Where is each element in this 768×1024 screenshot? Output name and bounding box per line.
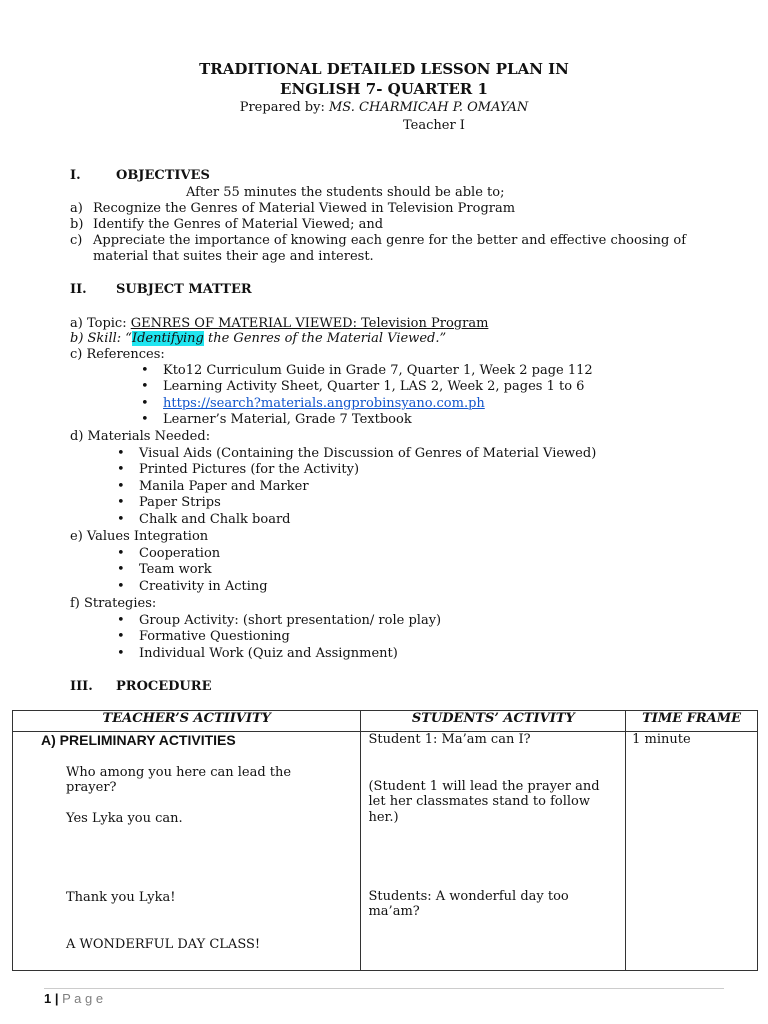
value-item: • Cooperation (139, 546, 220, 561)
title-line-1: TRADITIONAL DETAILED LESSON PLAN IN (199, 60, 569, 78)
table-row (13, 732, 758, 971)
title-line-2: ENGLISH 7- QUARTER 1 (280, 80, 488, 98)
table-header-row (13, 711, 758, 732)
subject-matter-heading: SUBJECT MATTER (116, 282, 252, 297)
objectives-intro: After 55 minutes the students should be able to; (186, 185, 505, 200)
student-line: let her classmates stand to follow (368, 794, 590, 809)
reference-item (163, 396, 485, 411)
prepared-label: Prepared by: (239, 100, 329, 115)
page-number: 1 (44, 991, 52, 1006)
teacher-line: A WONDERFUL DAY CLASS! (66, 937, 261, 952)
strategy-item: • Group Activity: (short presentation/ role play) (139, 613, 441, 628)
objective-text: Appreciate the importance of knowing each genre for the better and effective choosing of (93, 233, 687, 248)
skill-rest: the Genres of the Material Viewed.” (203, 331, 447, 346)
time-cell (626, 732, 758, 971)
procedure-table (12, 710, 758, 971)
reference-item: • Learning Activity Sheet, Quarter 1, LAS 2, Week 2, pages 1 to 6 (163, 379, 584, 394)
material-item: • Visual Aids (Containing the Discussion of Genres of Material Viewed) (139, 446, 596, 461)
time-frame-value: 1 minute (632, 732, 691, 747)
preliminary-activities-heading: A) PRELIMINARY ACTIVITIES (41, 732, 236, 748)
objective-text: material that suites their age and interest. (93, 249, 374, 264)
student-line: Student 1: Ma’am can I? (368, 732, 531, 747)
procedure-heading: PROCEDURE (116, 679, 212, 694)
material-item: • Manila Paper and Marker (139, 479, 309, 494)
student-line: her.) (368, 810, 399, 825)
objective-marker: b) (70, 217, 84, 232)
prepared-by (0, 100, 768, 115)
skill-open-quote: “ (125, 331, 132, 346)
objectives-heading: OBJECTIVES (116, 168, 210, 183)
skill-label: b) Skill: (70, 331, 126, 346)
student-line: (Student 1 will lead the prayer and (368, 779, 600, 794)
student-line: ma’am? (368, 904, 420, 919)
student-line: Students: A wonderful day too (368, 889, 569, 904)
skill-line (70, 331, 446, 346)
material-item: • Printed Pictures (for the Activity) (139, 462, 359, 477)
strategy-item: • Formative Questioning (139, 629, 290, 644)
column-header-students: STUDENTS’ ACTIVITY (361, 711, 626, 732)
reference-item: • Learner’s Material, Grade 7 Textbook (163, 412, 412, 427)
reference-link[interactable]: https://search?materials.angprobinsyano.com.ph (163, 396, 485, 411)
teacher-cell (13, 732, 361, 971)
teacher-line: Yes Lyka you can. (66, 811, 183, 826)
procedure-number: III. (70, 679, 93, 694)
footer-divider (44, 988, 724, 989)
topic-label: a) Topic: (70, 316, 131, 331)
prepared-name: MS. CHARMICAH P. OMAYAN (329, 100, 529, 115)
value-item: • Creativity in Acting (139, 579, 268, 594)
objective-marker: c) (70, 233, 83, 248)
teacher-line: prayer? (66, 780, 117, 795)
strategy-item: • Individual Work (Quiz and Assignment) (139, 646, 398, 661)
topic-line (70, 316, 488, 331)
skill-highlight: Identifying (131, 331, 204, 346)
objective-text: Identify the Genres of Material Viewed; and (93, 217, 384, 232)
values-label: e) Values Integration (70, 529, 209, 544)
materials-label: d) Materials Needed: (70, 429, 211, 444)
strategies-label: f) Strategies: (70, 596, 157, 611)
column-header-teacher: TEACHER’S ACTIIVITY (13, 711, 361, 732)
value-item: • Team work (139, 562, 212, 577)
page-footer (44, 991, 103, 1006)
topic-text: GENRES OF MATERIAL VIEWED: Television Program (130, 316, 489, 331)
teacher-position: Teacher I (403, 118, 465, 133)
reference-item: • Kto12 Curriculum Guide in Grade 7, Quarter 1, Week 2 page 112 (163, 363, 593, 378)
students-cell (361, 732, 626, 971)
column-header-time: TIME FRAME (626, 711, 758, 732)
teacher-line: Who among you here can lead the (66, 765, 292, 780)
teacher-line: Thank you Lyka! (66, 890, 176, 905)
page-separator: | (51, 991, 63, 1006)
objective-text: Recognize the Genres of Material Viewed in Television Program (93, 201, 516, 216)
references-label: c) References: (70, 347, 165, 362)
material-item: • Paper Strips (139, 495, 221, 510)
objectives-number: I. (70, 168, 81, 183)
subject-matter-number: II. (70, 282, 87, 297)
page-word: P a g e (62, 991, 104, 1006)
objective-marker: a) (70, 201, 83, 216)
material-item: • Chalk and Chalk board (139, 512, 291, 527)
